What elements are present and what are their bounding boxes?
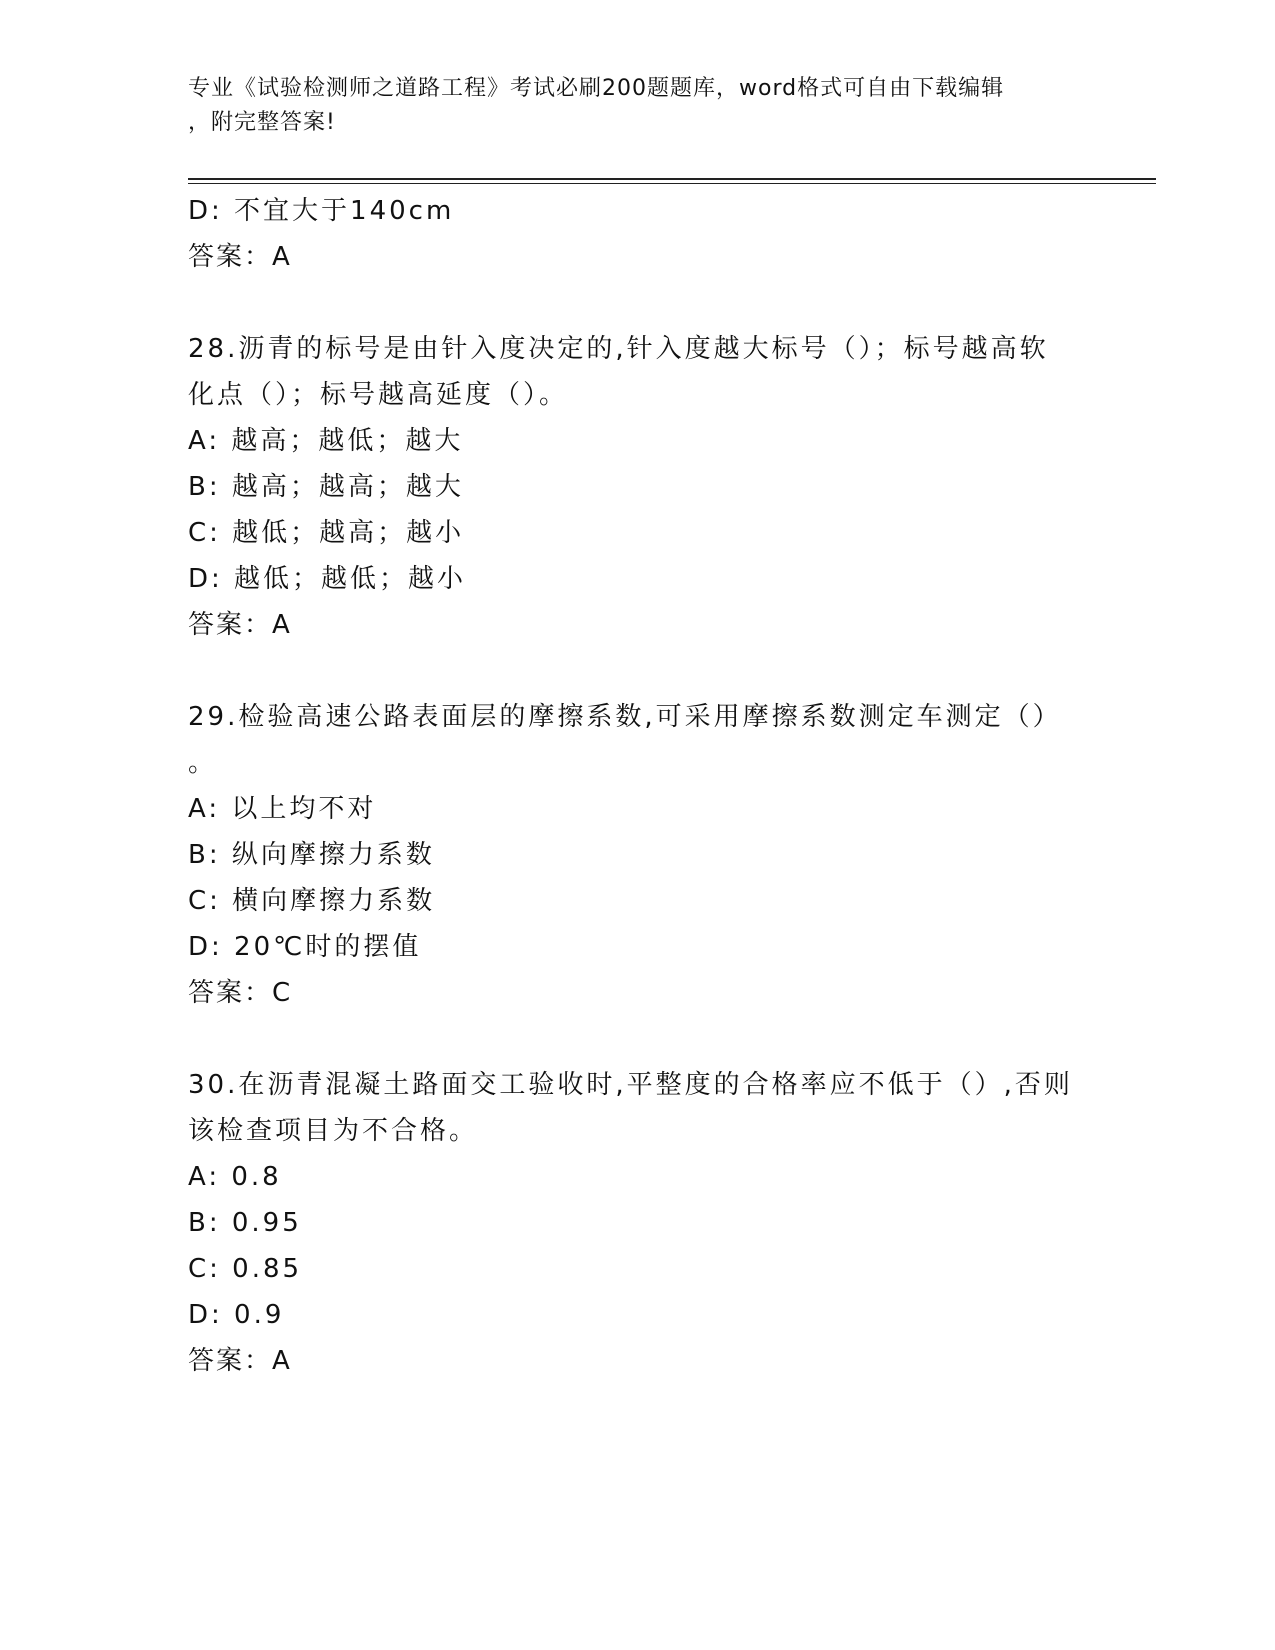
option-c: C: 越低；越高；越小 <box>188 518 465 548</box>
answer-line: 答案：A <box>188 1346 292 1376</box>
question-28 <box>188 326 1088 648</box>
document-header <box>188 72 1068 140</box>
option-d: D: 0.9 <box>188 1300 285 1330</box>
option-d: D: 20℃时的摆值 <box>188 932 422 962</box>
option-b: B: 越高；越高；越大 <box>188 472 464 502</box>
option-b: B: 纵向摩擦力系数 <box>188 840 435 870</box>
option-a: A: 越高；越低；越大 <box>188 426 464 456</box>
document-body <box>188 188 1088 1384</box>
answer-line: 答案：A <box>188 242 292 272</box>
header-line-2: ，附完整答案! <box>188 110 336 135</box>
question-stem-line-1: 30.在沥青混凝土路面交工验收时,平整度的合格率应不低于（）,否则 <box>188 1070 1073 1100</box>
option-a: A: 以上均不对 <box>188 794 377 824</box>
option-d: D: 不宜大于140cm <box>188 196 455 226</box>
question-stem-line-2: 。 <box>188 748 218 778</box>
question-30 <box>188 1062 1088 1384</box>
option-d: D: 越低；越低；越小 <box>188 564 467 594</box>
answer-line: 答案：A <box>188 610 292 640</box>
option-c: C: 0.85 <box>188 1254 303 1284</box>
question-29 <box>188 694 1088 1016</box>
option-a: A: 0.8 <box>188 1162 282 1192</box>
question-stem-line-1: 29.检验高速公路表面层的摩擦系数,可采用摩擦系数测定车测定（） <box>188 702 1062 732</box>
question-stem-line-2: 该检查项目为不合格。 <box>188 1116 479 1146</box>
answer-line: 答案：C <box>188 978 293 1008</box>
question-stem-line-1: 28.沥青的标号是由针入度决定的,针入度越大标号（）；标号越高软 <box>188 334 1049 364</box>
option-b: B: 0.95 <box>188 1208 302 1238</box>
header-divider-thin <box>188 183 1156 184</box>
previous-question-tail <box>188 188 1088 280</box>
option-c: C: 横向摩擦力系数 <box>188 886 436 916</box>
question-stem-line-2: 化点（）；标号越高延度（）。 <box>188 380 569 410</box>
header-divider-thick <box>188 178 1156 180</box>
header-line-1: 专业《试验检测师之道路工程》考试必刷200题题库，word格式可自由下载编辑 <box>188 76 1005 101</box>
